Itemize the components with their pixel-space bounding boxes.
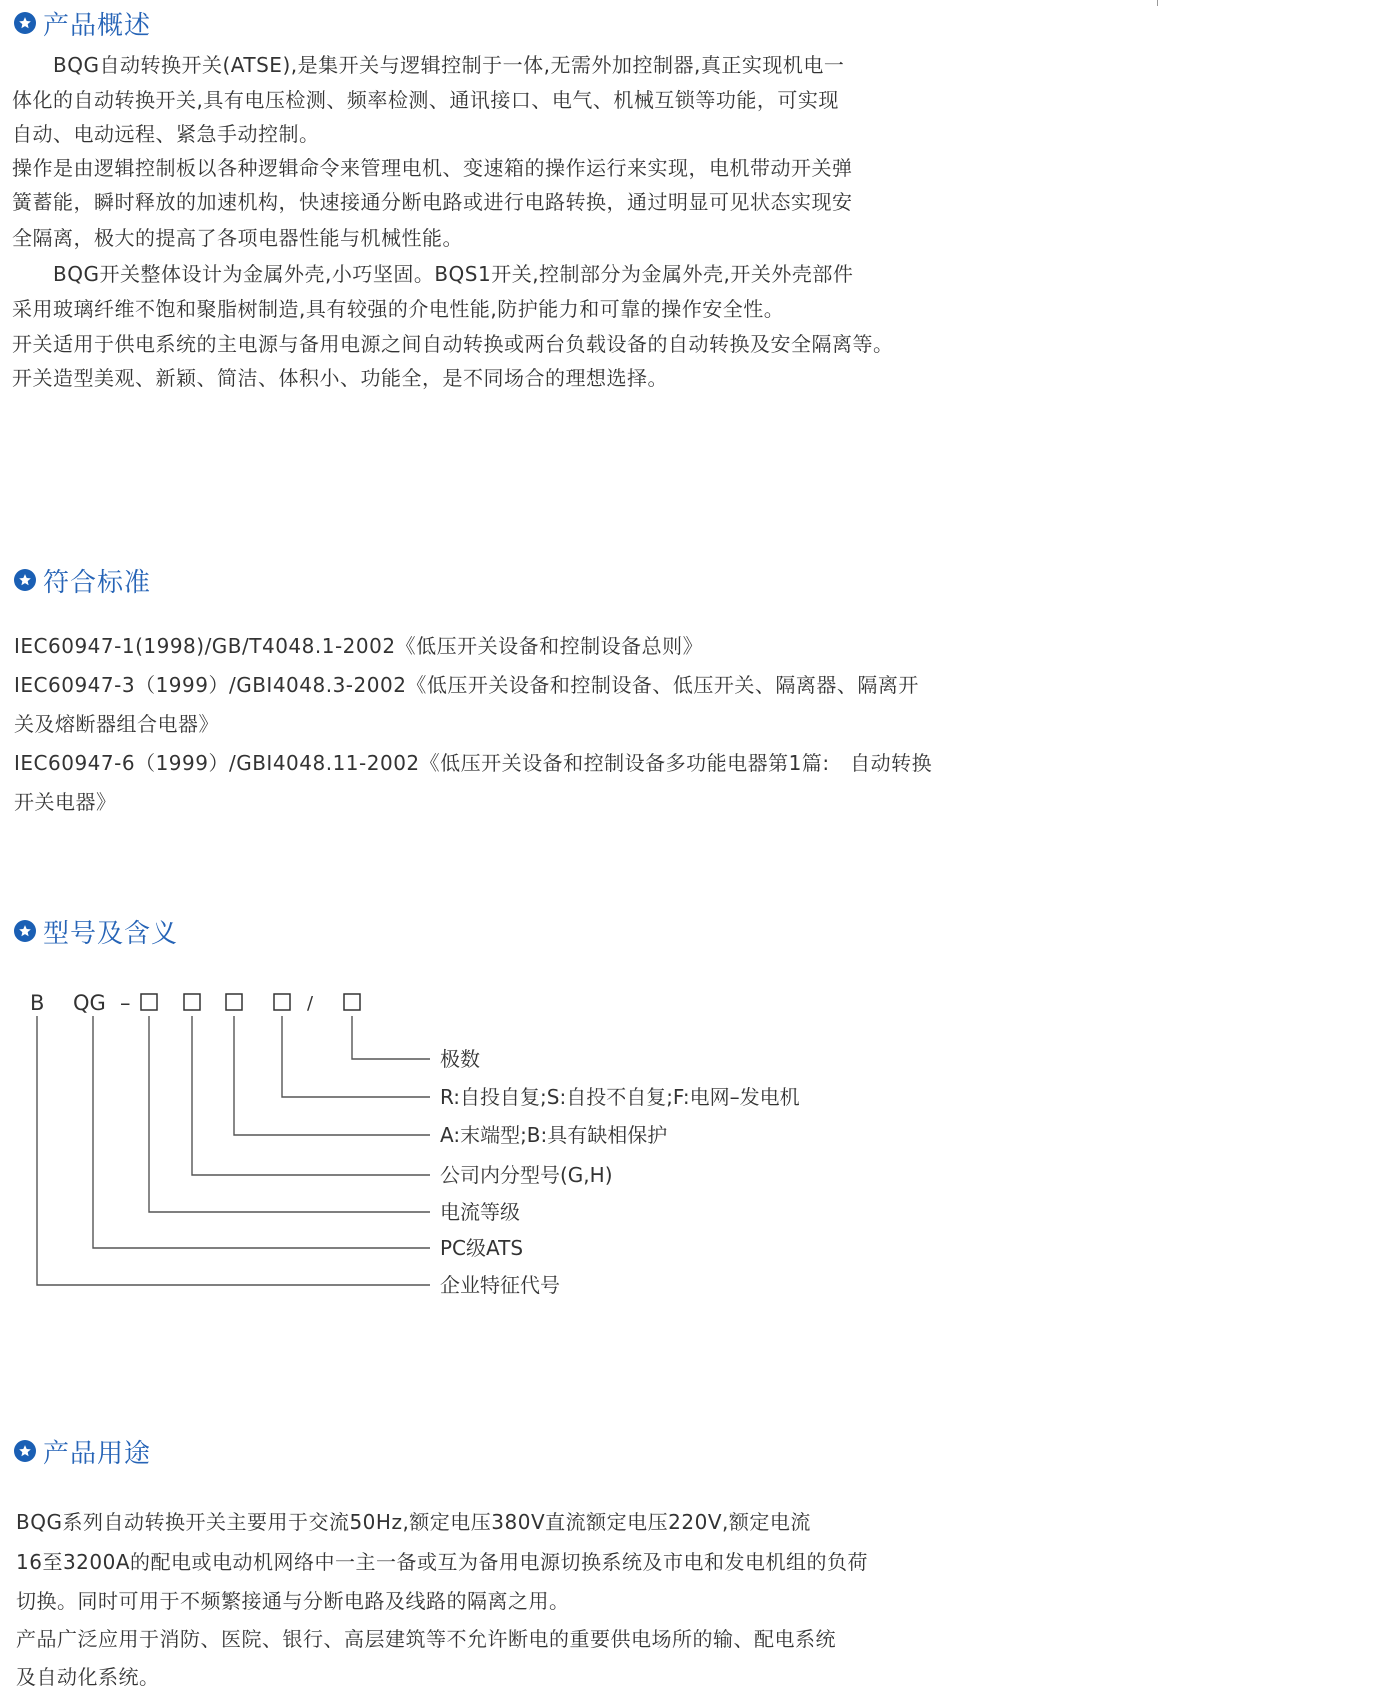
- code-dash: –: [120, 991, 131, 1015]
- text-line: 开关造型美观、新颖、简洁、体积小、功能全，是不同场合的理想选择。: [12, 366, 668, 390]
- text-line: BQG自动转换开关(ATSE),是集开关与逻辑控制于一体,无需外加控制器,真正实现机电一: [12, 53, 845, 77]
- overview-paragraph: [12, 47, 972, 395]
- meaning-label: 电流等级: [440, 1200, 520, 1224]
- text-line: 自动、电动远程、紧急手动控制。: [12, 122, 320, 146]
- star-circle-icon: [14, 569, 36, 591]
- usage-paragraph: [16, 1502, 976, 1696]
- standard-line: IEC60947-1(1998)/GB/T4048.1-2002《低压开关设备和控制设备总则》: [14, 634, 704, 658]
- meaning-label: PC级ATS: [440, 1236, 524, 1260]
- meaning-label: A:末端型;B:具有缺相保护: [440, 1123, 668, 1147]
- text-line: 操作是由逻辑控制板以各种逻辑命令来管理电机、变速箱的操作运行来实现，电机带动开关弹: [12, 156, 853, 180]
- section-title: 符合标准: [43, 567, 152, 598]
- code-box-subtype: [184, 994, 200, 1010]
- standard-line: 开关电器》: [14, 790, 117, 814]
- text-line: 16至3200A的配电或电动机网络中一主一备或互为备用电源切换系统及市电和发电机组的负荷: [16, 1550, 869, 1574]
- standards-list: [14, 627, 974, 822]
- section-title: 产品用途: [43, 1438, 152, 1469]
- top-edge-tick: [1157, 0, 1158, 6]
- meaning-label: 企业特征代号: [440, 1273, 560, 1297]
- code-box-current: [141, 994, 157, 1010]
- model-code-diagram: [0, 980, 980, 1330]
- text-line: 开关适用于供电系统的主电源与备用电源之间自动转换或两台负载设备的自动转换及安全隔离等。: [12, 332, 894, 356]
- section-title: 型号及含义: [43, 918, 179, 949]
- text-line: 切换。同时可用于不频繁接通与分断电路及线路的隔离之用。: [16, 1589, 570, 1613]
- meaning-label: 极数: [440, 1047, 480, 1071]
- star-circle-icon: [14, 920, 36, 942]
- text-line: 采用玻璃纤维不饱和聚脂树制造,具有较强的介电性能,防护能力和可靠的操作安全性。: [12, 297, 785, 321]
- text-line: BQG系列自动转换开关主要用于交流50Hz,额定电压380V直流额定电压220V,额定电流: [16, 1510, 811, 1534]
- section-heading-usage: [14, 1434, 151, 1468]
- text-line: 体化的自动转换开关,具有电压检测、频率检测、通讯接口、电气、机械互锁等功能，可实现: [12, 88, 839, 112]
- text-line: 产品广泛应用于消防、医院、银行、高层建筑等不允许断电的重要供电场所的输、配电系统: [16, 1627, 836, 1651]
- code-slash: /: [307, 993, 314, 1014]
- text-line: BQG开关整体设计为金属外壳,小巧坚固。BQS1开关,控制部分为金属外壳,开关外壳部件: [12, 262, 854, 286]
- star-circle-icon: [14, 12, 36, 34]
- standard-line: IEC60947-6（1999）/GBI4048.11-2002《低压开关设备和控制设备多功能电器第1篇: 自动转换: [14, 751, 933, 775]
- code-box-poles: [344, 994, 360, 1010]
- code-box-type: [226, 994, 242, 1010]
- section-heading-standards: [14, 563, 151, 597]
- standard-line: IEC60947-3（1999）/GBI4048.3-2002《低压开关设备和控制设备、低压开关、隔离器、隔离开: [14, 673, 919, 697]
- code-letters-qg: QG: [73, 991, 106, 1015]
- section-title: 产品概述: [43, 10, 152, 41]
- code-letter-b: B: [30, 991, 45, 1015]
- text-line: 全隔离，极大的提高了各项电器性能与机械性能。: [12, 226, 463, 250]
- meaning-label: 公司内分型号(G,H): [440, 1163, 613, 1187]
- code-box-mode: [274, 994, 290, 1010]
- section-heading-model: [14, 914, 178, 948]
- standard-line: 关及熔断器组合电器》: [14, 712, 219, 736]
- section-heading-overview: [14, 6, 151, 40]
- meaning-label: R:自投自复;S:自投不自复;F:电网–发电机: [440, 1085, 800, 1109]
- connector-lines: [37, 1016, 430, 1285]
- text-line: 及自动化系统。: [16, 1665, 160, 1689]
- star-circle-icon: [14, 1440, 36, 1462]
- text-line: 簧蓄能，瞬时释放的加速机构，快速接通分断电路或进行电路转换，通过明显可见状态实现安: [12, 190, 853, 214]
